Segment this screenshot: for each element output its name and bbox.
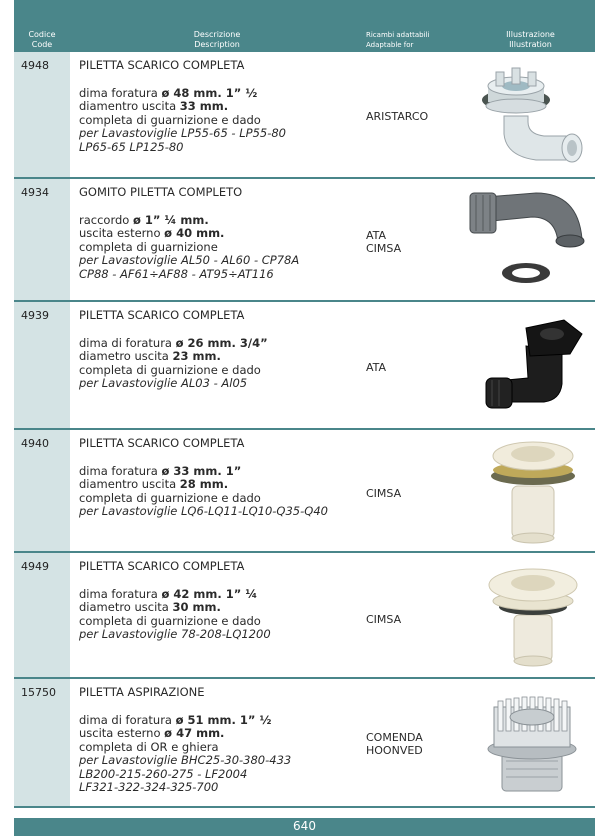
cream-straight-drain-icon xyxy=(466,434,595,547)
spec-value: ø 26 mm. 3/4” xyxy=(175,335,268,350)
header-ill-en: Illustration xyxy=(509,40,552,49)
description-cell xyxy=(79,186,369,281)
header-fit-it: Ricambi adattabili xyxy=(366,31,430,39)
description-cell xyxy=(79,309,369,391)
compat-line xyxy=(79,505,369,519)
spec-line xyxy=(79,350,369,364)
header-desc-it: Descrizione xyxy=(193,30,241,39)
product-row xyxy=(14,179,595,300)
table-header xyxy=(14,27,595,52)
spec-value: 23 mm. xyxy=(172,349,221,363)
spec-value: 28 mm. xyxy=(179,477,229,491)
product-title: PILETTA SCARICO COMPLETA xyxy=(79,58,245,72)
spec-value: 30 mm. xyxy=(172,600,221,614)
product-row xyxy=(14,553,595,677)
compat-line xyxy=(79,127,369,141)
compat-line xyxy=(79,754,369,768)
spec-line xyxy=(79,465,369,479)
header-desc-en: Description xyxy=(194,40,240,49)
spec-line xyxy=(79,478,369,492)
spec-label: diamentro uscita xyxy=(79,99,180,113)
compat-text: LP65-65 LP125-80 xyxy=(79,139,184,154)
spec-value: ø 51 mm. 1” ½ xyxy=(175,712,272,727)
product-title: PILETTA SCARICO COMPLETA xyxy=(79,436,245,450)
black-elbow-drain-icon xyxy=(466,306,595,424)
header-fit-en: Adaptable for xyxy=(366,41,414,49)
spec-value: ø 48 mm. 1” ½ xyxy=(161,85,258,100)
product-code: 4940 xyxy=(21,437,49,450)
grey-suction-filter-drain-icon xyxy=(466,683,595,802)
compat-text: LF321-322-324-325-700 xyxy=(79,780,219,794)
top-band xyxy=(14,0,595,27)
spec-label: dima foratura xyxy=(79,463,162,478)
cream-flanged-drain-icon xyxy=(466,557,595,673)
product-row xyxy=(14,52,595,177)
spec-line xyxy=(79,100,369,114)
page-number: 640 xyxy=(293,819,316,833)
compat-text: per Lavastoviglie AL03 - Al05 xyxy=(79,376,248,390)
compat-line xyxy=(79,141,369,155)
product-code: 4949 xyxy=(21,560,49,573)
brand-name: ARISTARCO xyxy=(366,110,429,123)
code-cell xyxy=(14,679,70,806)
compat-line xyxy=(79,254,369,268)
code-cell xyxy=(14,553,70,677)
page-footer xyxy=(14,818,595,836)
spec-value: ø 40 mm. xyxy=(164,226,225,240)
description-cell xyxy=(79,59,369,154)
product-title: GOMITO PILETTA COMPLETO xyxy=(79,185,243,199)
spec-value: ø 42 mm. 1” ¼ xyxy=(161,586,258,601)
spec-line xyxy=(79,337,369,351)
spec-line xyxy=(79,588,369,602)
spec-value: 33 mm. xyxy=(179,99,229,113)
product-row xyxy=(14,679,595,806)
product-title: PILETTA SCARICO COMPLETA xyxy=(79,559,245,573)
adaptable-cell xyxy=(366,613,466,626)
spec-line xyxy=(79,214,369,228)
spec-line: completa di OR e ghiera xyxy=(79,739,219,754)
compat-text: per Lavastoviglie LQ6-LQ11-LQ10-Q35-Q40 xyxy=(79,504,328,518)
spec-line: completa di guarnizione xyxy=(79,239,218,254)
spec-line xyxy=(79,227,369,241)
header-adaptable xyxy=(366,30,466,50)
brand-name: CIMSA xyxy=(366,487,402,500)
spec-line xyxy=(79,601,369,615)
description-cell xyxy=(79,686,369,795)
row-separator xyxy=(14,806,595,808)
spec-line: completa di guarnizione e dado xyxy=(79,362,261,377)
compat-text: LB200-215-260-275 - LF2004 xyxy=(79,766,248,781)
spec-line: completa di guarnizione e dado xyxy=(79,490,261,505)
grey-elbow-with-gasket-icon xyxy=(466,183,595,296)
compat-text: CP88 - AF61÷AF88 - AT95÷AT116 xyxy=(79,266,274,281)
compat-text: per Lavastoviglie BHC25-30-380-433 xyxy=(79,753,292,767)
adaptable-cell xyxy=(366,361,466,374)
compat-line xyxy=(79,781,369,795)
compat-line xyxy=(79,268,369,282)
brand-name: CIMSA xyxy=(366,613,402,626)
white-elbow-drain-icon xyxy=(466,56,595,173)
spec-label: diametro uscita xyxy=(79,600,173,614)
header-code-en: Code xyxy=(31,40,53,49)
code-cell xyxy=(14,430,70,551)
product-code: 4948 xyxy=(21,59,49,72)
adaptable-cell xyxy=(366,229,466,255)
brand-name: CIMSA xyxy=(366,242,402,255)
brand-name: ATA xyxy=(366,361,387,374)
code-cell xyxy=(14,179,70,300)
compat-line xyxy=(79,377,369,391)
spec-line xyxy=(79,87,369,101)
spec-line xyxy=(79,727,369,741)
spec-label: diamentro uscita xyxy=(79,477,180,491)
description-cell xyxy=(79,560,369,642)
description-cell xyxy=(79,437,369,519)
product-title: PILETTA SCARICO COMPLETA xyxy=(79,308,245,322)
spec-label: dima foratura xyxy=(79,586,162,601)
spec-value: ø 33 mm. 1” xyxy=(161,463,242,478)
header-code-it: Codice xyxy=(28,30,56,39)
header-illustration xyxy=(466,30,595,50)
code-cell xyxy=(14,302,70,428)
brand-name: HOONVED xyxy=(366,744,423,757)
spec-line xyxy=(79,714,369,728)
spec-label: uscita esterno xyxy=(79,726,165,740)
spec-value: ø 47 mm. xyxy=(164,726,225,740)
product-code: 4934 xyxy=(21,186,49,199)
product-code: 15750 xyxy=(21,686,56,699)
compat-line xyxy=(79,628,369,642)
product-row xyxy=(14,302,595,428)
header-description xyxy=(70,30,364,50)
product-title: PILETTA ASPIRAZIONE xyxy=(79,685,205,699)
adaptable-cell xyxy=(366,487,466,500)
spec-value: ø 1” ¼ mm. xyxy=(132,212,209,227)
compat-text: per Lavastoviglie AL50 - AL60 - CP78A xyxy=(79,253,300,267)
spec-label: uscita esterno xyxy=(79,226,165,240)
spec-label: dima di foratura xyxy=(79,712,176,727)
adaptable-cell xyxy=(366,110,466,123)
compat-text: per Lavastoviglie LP55-65 - LP55-80 xyxy=(79,126,286,140)
code-cell xyxy=(14,52,70,177)
spec-line: completa di guarnizione e dado xyxy=(79,613,261,628)
compat-line xyxy=(79,768,369,782)
adaptable-cell xyxy=(366,731,466,757)
spec-label: dima foratura xyxy=(79,85,162,100)
brand-name: ATA xyxy=(366,229,387,242)
product-code: 4939 xyxy=(21,309,49,322)
compat-text: per Lavastoviglie 78-208-LQ1200 xyxy=(79,627,271,641)
spec-label: dima di foratura xyxy=(79,335,176,350)
spec-label: raccordo xyxy=(79,212,133,227)
spec-line: completa di guarnizione e dado xyxy=(79,112,261,127)
header-ill-it: Illustrazione xyxy=(506,30,555,39)
brand-name: COMENDA xyxy=(366,731,423,744)
spec-label: diametro uscita xyxy=(79,349,173,363)
product-row xyxy=(14,430,595,551)
header-code xyxy=(14,30,70,50)
